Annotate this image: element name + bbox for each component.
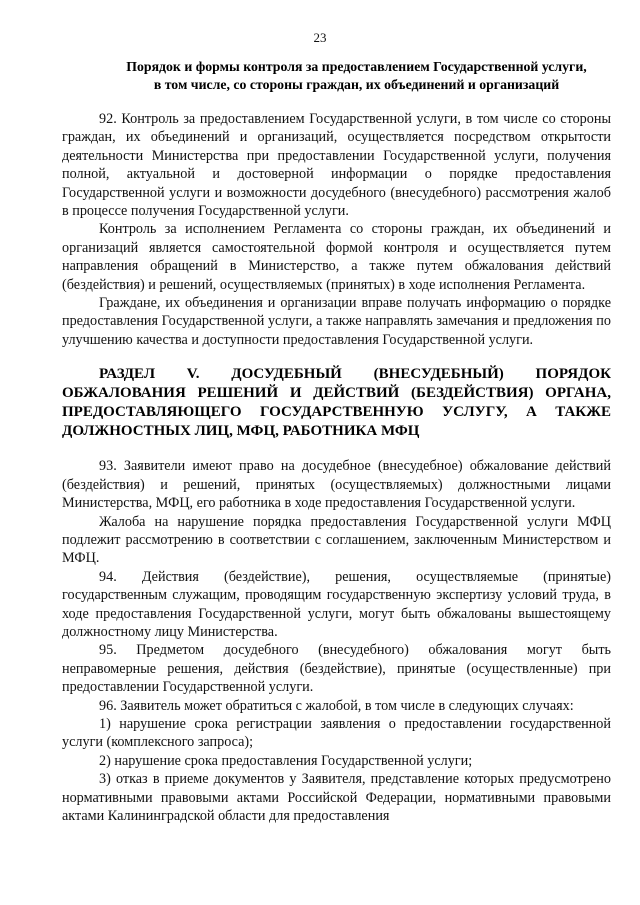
section-title-line: в том числе, со стороны граждан, их объединений и организаций <box>153 77 560 92</box>
paragraph-93: 93. Заявители имеют право на досудебное (внесудебное) обжалование действий (бездействия) и решений, принятых (осуществляемых) должностными лицами Министерства, МФЦ, его работника в ходе предоставления Государственной услуги. <box>62 458 611 512</box>
chapter-heading: РАЗДЕЛ V. ДОСУДЕБНЫЙ (ВНЕСУДЕБНЫЙ) ПОРЯДОК ОБЖАЛОВАНИЯ РЕШЕНИЙ И ДЕЙСТВИЙ (БЕЗДЕЙСТВИЯ) ОРГАНА, ПРЕДОСТАВЛЯЮЩЕГО ГОСУДАРСТВЕННУЮ УСЛУГУ, А ТАКЖЕ ДОЛЖНОСТНЫХ ЛИЦ, МФЦ, РАБОТНИКА МФЦ <box>62 366 611 440</box>
paragraph: Граждане, их объединения и организации вправе получать информацию о порядке предоставления Государственной услуги, а также направлять замечания и предложения по улучшению качества и доступности предоставления Государственной услуги. <box>62 295 611 348</box>
paragraph-92: 92. Контроль за предоставлением Государственной услуги, в том числе со стороны граждан, их объединений и организаций, осуществляется посредством открытости деятельности Министерства при предоставлении Государственной услуги, получения полной, актуальной и достоверной информации о порядке предоставления Государственной услуги и возможности досудебного (внесудебного) рассмотрения жалоб в процессе получения Государственной услуги. <box>62 111 611 220</box>
section-title-line: Порядок и формы контроля за предоставлением Государственной услуги, <box>126 59 587 74</box>
list-item: 2) нарушение срока предоставления Государственной услуги; <box>99 752 473 769</box>
paragraph: Жалоба на нарушение порядка предоставления Государственной услуги МФЦ подлежит рассмотрению в соответствии с соглашением, заключенным Министерством и МФЦ. <box>62 513 611 567</box>
paragraph-94: 94. Действия (бездействие), решения, осуществляемые (принятые) государственным служащим, проводящим государственную экспертизу условий труда, в ходе предоставления Государственной услуги, могут быть обжалованы вышестоящему должностному лицу Министерства. <box>62 568 611 640</box>
page-number: 23 <box>313 30 327 45</box>
section-title <box>62 58 611 94</box>
list-item: 1) нарушение срока регистрации заявления о предоставлении государственной услуги (комплексного запроса); <box>62 715 611 751</box>
paragraph-95: 95. Предметом досудебного (внесудебного) обжалования могут быть неправомерные решения, действия (бездействие), принятые (осуществленные) при предоставлении Государственной услуги. <box>62 642 611 696</box>
page-content <box>62 58 611 825</box>
paragraph-96: 96. Заявитель может обратиться с жалобой, в том числе в следующих случаях: <box>99 697 574 714</box>
paragraph-block-appeal <box>62 457 611 825</box>
paragraph: Контроль за исполнением Регламента со стороны граждан, их объединений и организаций является самостоятельной формой контроля и осуществляется путем направления обращений в Министерство, а также путем обжалования действий (бездействия) и решений, осуществляемых (принятых) в ходе исполнения Регламента. <box>62 221 611 293</box>
list-item: 3) отказ в приеме документов у Заявителя, представление которых предусмотрено нормативными правовыми актами Российской Федерации, нормативными правовыми актами Калининградской области для предоставления <box>62 771 611 824</box>
paragraph-block-control <box>62 110 611 349</box>
